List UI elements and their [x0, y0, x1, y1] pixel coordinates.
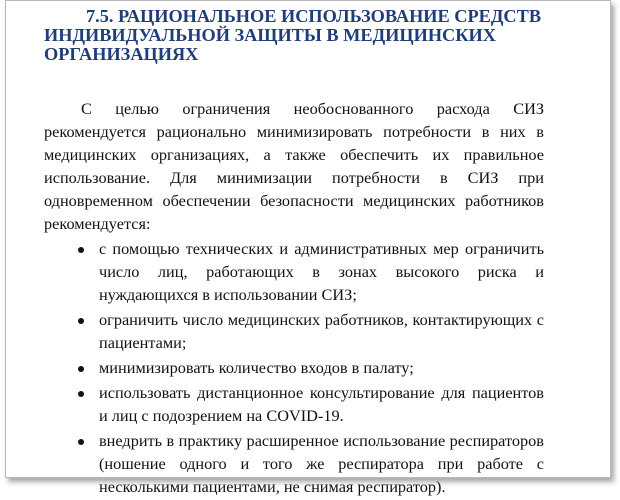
list-item-text: минимизировать количество входов в палату; [99, 358, 414, 377]
bullet-icon [78, 247, 84, 253]
list-item [44, 308, 544, 354]
list-item-text: внедрить в практику расширенное использование респираторов (ношение одного и того же респиратора при работе с несколькими пациентами, не снимая респиратор). [99, 431, 544, 496]
heading-line-3: ОРГАНИЗАЦИЯХ [44, 44, 199, 64]
document-page [5, 0, 611, 496]
bullet-icon [78, 318, 84, 324]
list-item [44, 237, 544, 306]
list-item [44, 381, 544, 427]
list-item [44, 356, 544, 379]
bullet-icon [78, 439, 84, 445]
intro-paragraph: С целью ограничения необоснованного расхода СИЗ рекомендуется рационально минимизировать потребности в них в медицинских организациях, а также обеспечить их правильное использование. Для минимизации потребности в СИЗ при одновременном обеспечении безопасности медицинских работников рекомендуется: [44, 99, 544, 233]
list-item-text: с помощью технических и административных мер ограничить число лиц, работающих в зонах высокого риска и нуждающихся в использовании СИЗ; [99, 239, 544, 304]
list-item-text: использовать дистанционное консультирование для пациентов и лиц с подозрением на COVID-19. [99, 383, 544, 425]
bullet-icon [78, 366, 84, 372]
list-item-text: ограничить число медицинских работников, контактирующих с пациентами; [99, 310, 544, 352]
bullet-icon [78, 391, 84, 397]
section-body [44, 97, 544, 500]
heading-line-1: 7.5. РАЦИОНАЛЬНОЕ ИСПОЛЬЗОВАНИЕ СРЕДСТВ [86, 6, 542, 26]
recommendation-list [44, 237, 544, 498]
section-heading [44, 7, 564, 64]
heading-line-2: ИНДИВИДУАЛЬНОЙ ЗАЩИТЫ В МЕДИЦИНСКИХ [44, 25, 496, 45]
